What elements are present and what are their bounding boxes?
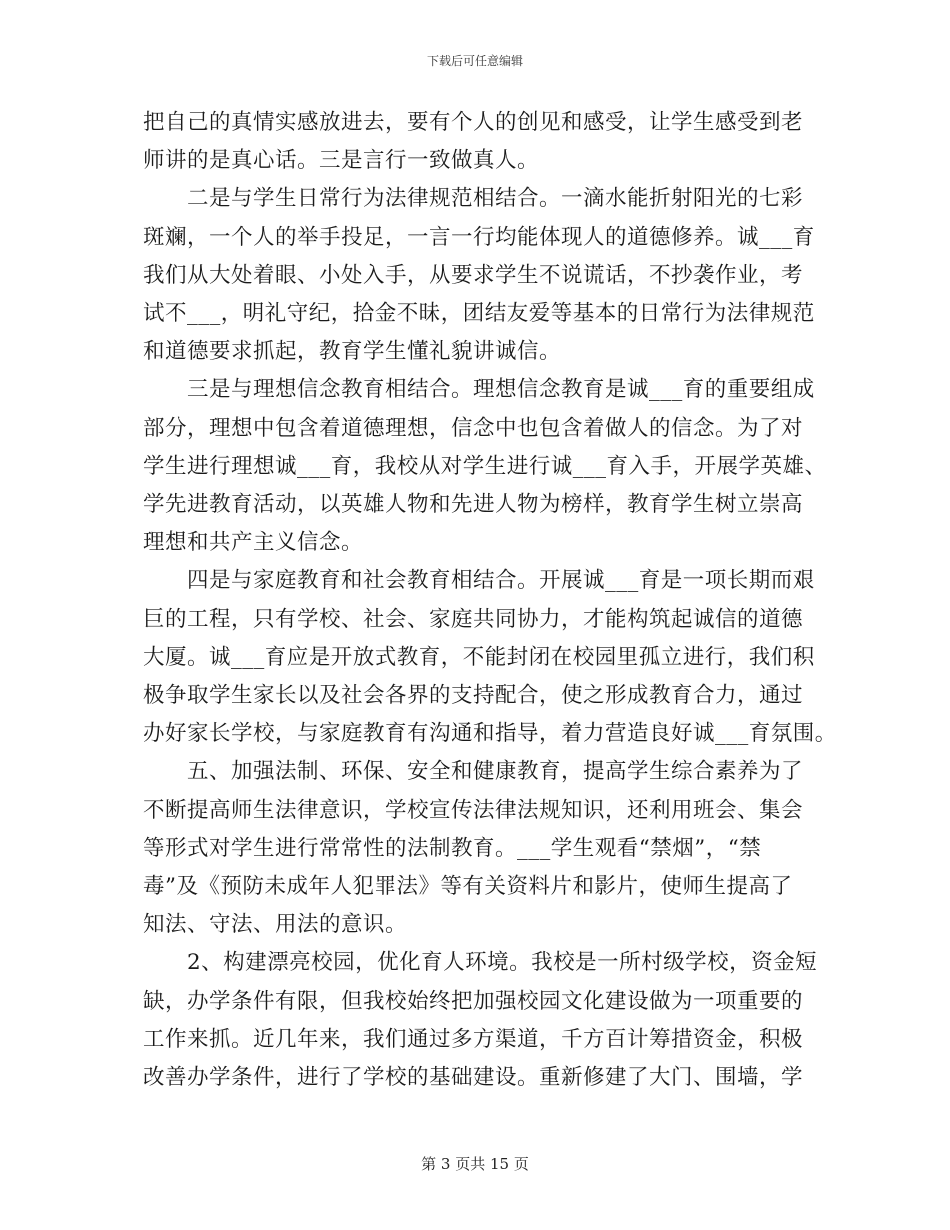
page-number-footer: 第 3 页共 15 页: [421, 1155, 529, 1173]
text-line: 理想和共产主义信念。: [143, 530, 364, 556]
page-header: 下载后可任意编辑: [426, 54, 523, 68]
text-line: 二是与学生日常行为法律规范相结合。一滴水能折射阳光的七彩: [187, 186, 804, 212]
text-line: 极争取学生家长以及社会各界的支持配合，使之形成教育合力，通过: [143, 683, 804, 709]
text-line: 斑斓，一个人的举手投足，一言一行均能体现人的道德修养。诚___育: [143, 224, 815, 250]
text-line: 学先进教育活动，以英雄人物和先进人物为榜样，教育学生树立崇高: [143, 492, 804, 518]
text-line: 工作来抓。近几年来，我们通过多方渠道，千方百计筹措资金，积极: [143, 1026, 804, 1052]
text-line: 巨的工程，只有学校、社会、家庭共同协力，才能构筑起诚信的道德: [143, 606, 804, 632]
text-line: 三是与理想信念教育相结合。理想信念教育是诚___育的重要组成: [187, 377, 815, 403]
text-line: 把自己的真情实感放进去，要有个人的创见和感受，让学生感受到老: [143, 110, 804, 135]
text-line: 大厦。诚___育应是开放式教育，不能封闭在校园里孤立进行，我们积: [143, 644, 815, 670]
text-line: 部分，理想中包含着道德理想，信念中也包含着做人的信念。为了对: [143, 415, 804, 441]
text-line: 毒”及《预防未成年人犯罪法》等有关资料片和影片，使师生提高了: [143, 874, 793, 900]
paragraph: [143, 944, 818, 1097]
document-body: [143, 104, 837, 1097]
text-line: 2、构建漂亮校园，优化育人环境。我校是一所村级学校，资金短: [187, 950, 818, 976]
text-line: 试不___，明礼守纪，拾金不昧，团结友爱等基本的日常行为法律规范: [143, 301, 815, 327]
paragraph: [143, 371, 827, 562]
text-line: 缺，办学条件有限，但我校始终把加强校园文化建设做为一项重要的: [143, 988, 804, 1014]
text-line: 师讲的是真心话。三是言行一致做真人。: [143, 148, 540, 174]
text-line: 改善办学条件，进行了学校的基础建设。重新修建了大门、围墙，学: [143, 1065, 804, 1091]
text-line: 知法、守法、用法的意识。: [143, 912, 408, 938]
paragraph: [143, 104, 803, 180]
text-line: 四是与家庭教育和社会教育相结合。开展诚___育是一项长期而艰: [187, 568, 815, 594]
text-line: 学生进行理想诚___育，我校从对学生进行诚___育入手，开展学英雄、: [143, 453, 827, 479]
paragraph: [143, 753, 803, 944]
paragraph: [143, 562, 837, 753]
text-line: 等形式对学生进行常常性的法制教育。___学生观看“禁烟”，“禁: [143, 835, 762, 861]
paragraph: [143, 180, 815, 371]
text-line: 不断提高师生法律意识，学校宣传法律法规知识，还利用班会、集会: [143, 797, 804, 823]
text-line: 办好家长学校，与家庭教育有沟通和指导，着力营造良好诚___育氛围。: [143, 721, 837, 747]
text-line: 和道德要求抓起，教育学生懂礼貌讲诚信。: [143, 339, 562, 365]
text-line: 我们从大处着眼、小处入手，从要求学生不说谎话，不抄袭作业，考: [143, 262, 804, 288]
text-line: 五、加强法制、环保、安全和健康教育，提高学生综合素养为了: [187, 759, 804, 785]
